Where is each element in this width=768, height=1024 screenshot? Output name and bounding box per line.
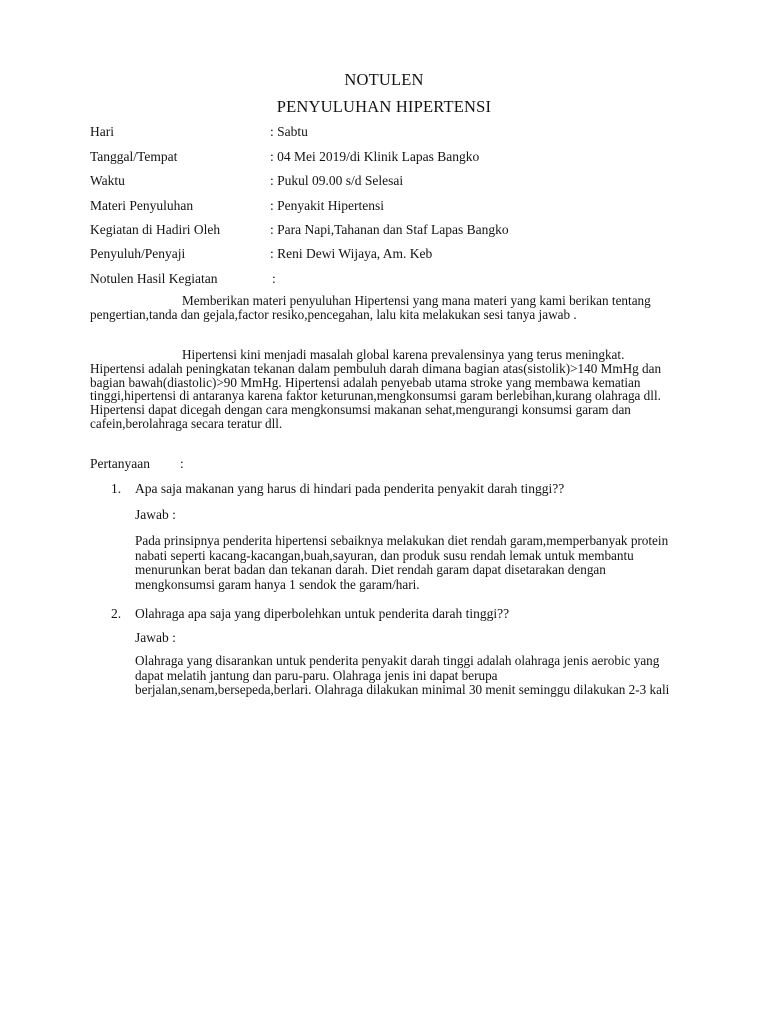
question-1-number: 1. xyxy=(111,481,122,496)
field-label-notulen: Notulen Hasil Kegiatan xyxy=(90,271,218,286)
field-label-tanggal-tempat: Tanggal/Tempat xyxy=(90,149,178,164)
field-value-hari: : Sabtu xyxy=(270,124,308,139)
field-label-kegiatan: Kegiatan di Hadiri Oleh xyxy=(90,222,221,237)
paragraph-2-text: Hipertensi kini menjadi masalah global karena prevalensinya yang terus meningkat. Hipertensi adalah peningkatan tekanan dalam pembuluh darah dimana bagian atas(sistolik)>140 MmHg dan bagian bawah(diastolic)>90 MmHg. Hipertensi adalah penyebab utama stroke yang membawa kematian tinggi,hipertensi di antaranya karena faktor keturunan,mengkonsumsi garam berlebihan,kurang olahraga dll. Hipertensi dapat dicegah dengan cara mengkonsumsi makanan sehat,mengurangi konsumsi garam dan cafein,berolahraga secara teratur dll. xyxy=(90,347,662,431)
field-label-penyuluh: Penyuluh/Penyaji xyxy=(90,246,186,261)
question-2-number: 2. xyxy=(111,606,122,621)
question-2-answer-label: Jawab : xyxy=(135,630,176,645)
paragraph-1-text: Memberikan materi penyuluhan Hipertensi yang mana materi yang kami berikan tentang pengertian,tanda dan gejala,factor resiko,pencegahan, lalu kita melakukan sesi tanya jawab . xyxy=(90,293,651,322)
questions-label: Pertanyaan xyxy=(90,456,150,471)
document-subtitle: PENYULUHAN HIPERTENSI xyxy=(276,97,492,116)
field-value-kegiatan: : Para Napi,Tahanan dan Staf Lapas Bangko xyxy=(270,222,509,237)
document-title: NOTULEN xyxy=(344,70,424,89)
field-value-waktu: : Pukul 09.00 s/d Selesai xyxy=(270,173,404,188)
field-value-penyuluh: : Reni Dewi Wijaya, Am. Keb xyxy=(270,246,433,261)
field-label-materi: Materi Penyuluhan xyxy=(90,198,194,213)
paragraph-2 xyxy=(90,348,680,431)
field-label-waktu: Waktu xyxy=(90,173,125,188)
question-2-answer: Olahraga yang disarankan untuk penderita penyakit darah tinggi adalah olahraga jenis aerobic yang dapat melatih jantung dan paru-paru. Olahraga jenis ini dapat berupa berjalan,senam,bersepeda,berlari. Olahraga dilakukan minimal 30 menit seminggu dilakukan 2-3 kali xyxy=(135,653,670,697)
paragraph-1 xyxy=(90,294,680,322)
field-value-materi: : Penyakit Hipertensi xyxy=(270,198,384,213)
field-value-tanggal-tempat: : 04 Mei 2019/di Klinik Lapas Bangko xyxy=(270,149,480,164)
questions-colon: : xyxy=(180,456,184,471)
question-1-text: Apa saja makanan yang harus di hindari pada penderita penyakit darah tinggi?? xyxy=(135,481,565,496)
question-1-answer: Pada prinsipnya penderita hipertensi sebaiknya melakukan diet rendah garam,memperbanyak protein nabati seperti kacang-kacangan,buah,sayuran, dan produk susu rendah lemak untuk membantu menurunkan berat badan dan tekanan darah. Diet rendah garam dapat disetarakan dengan mengkonsumsi garam hanya 1 sendok the garam/hari. xyxy=(135,533,669,592)
field-label-hari: Hari xyxy=(90,124,114,139)
field-value-notulen: : xyxy=(272,271,276,286)
question-1-answer-label: Jawab : xyxy=(135,507,176,522)
question-2-text: Olahraga apa saja yang diperbolehkan untuk penderita darah tinggi?? xyxy=(135,606,510,621)
